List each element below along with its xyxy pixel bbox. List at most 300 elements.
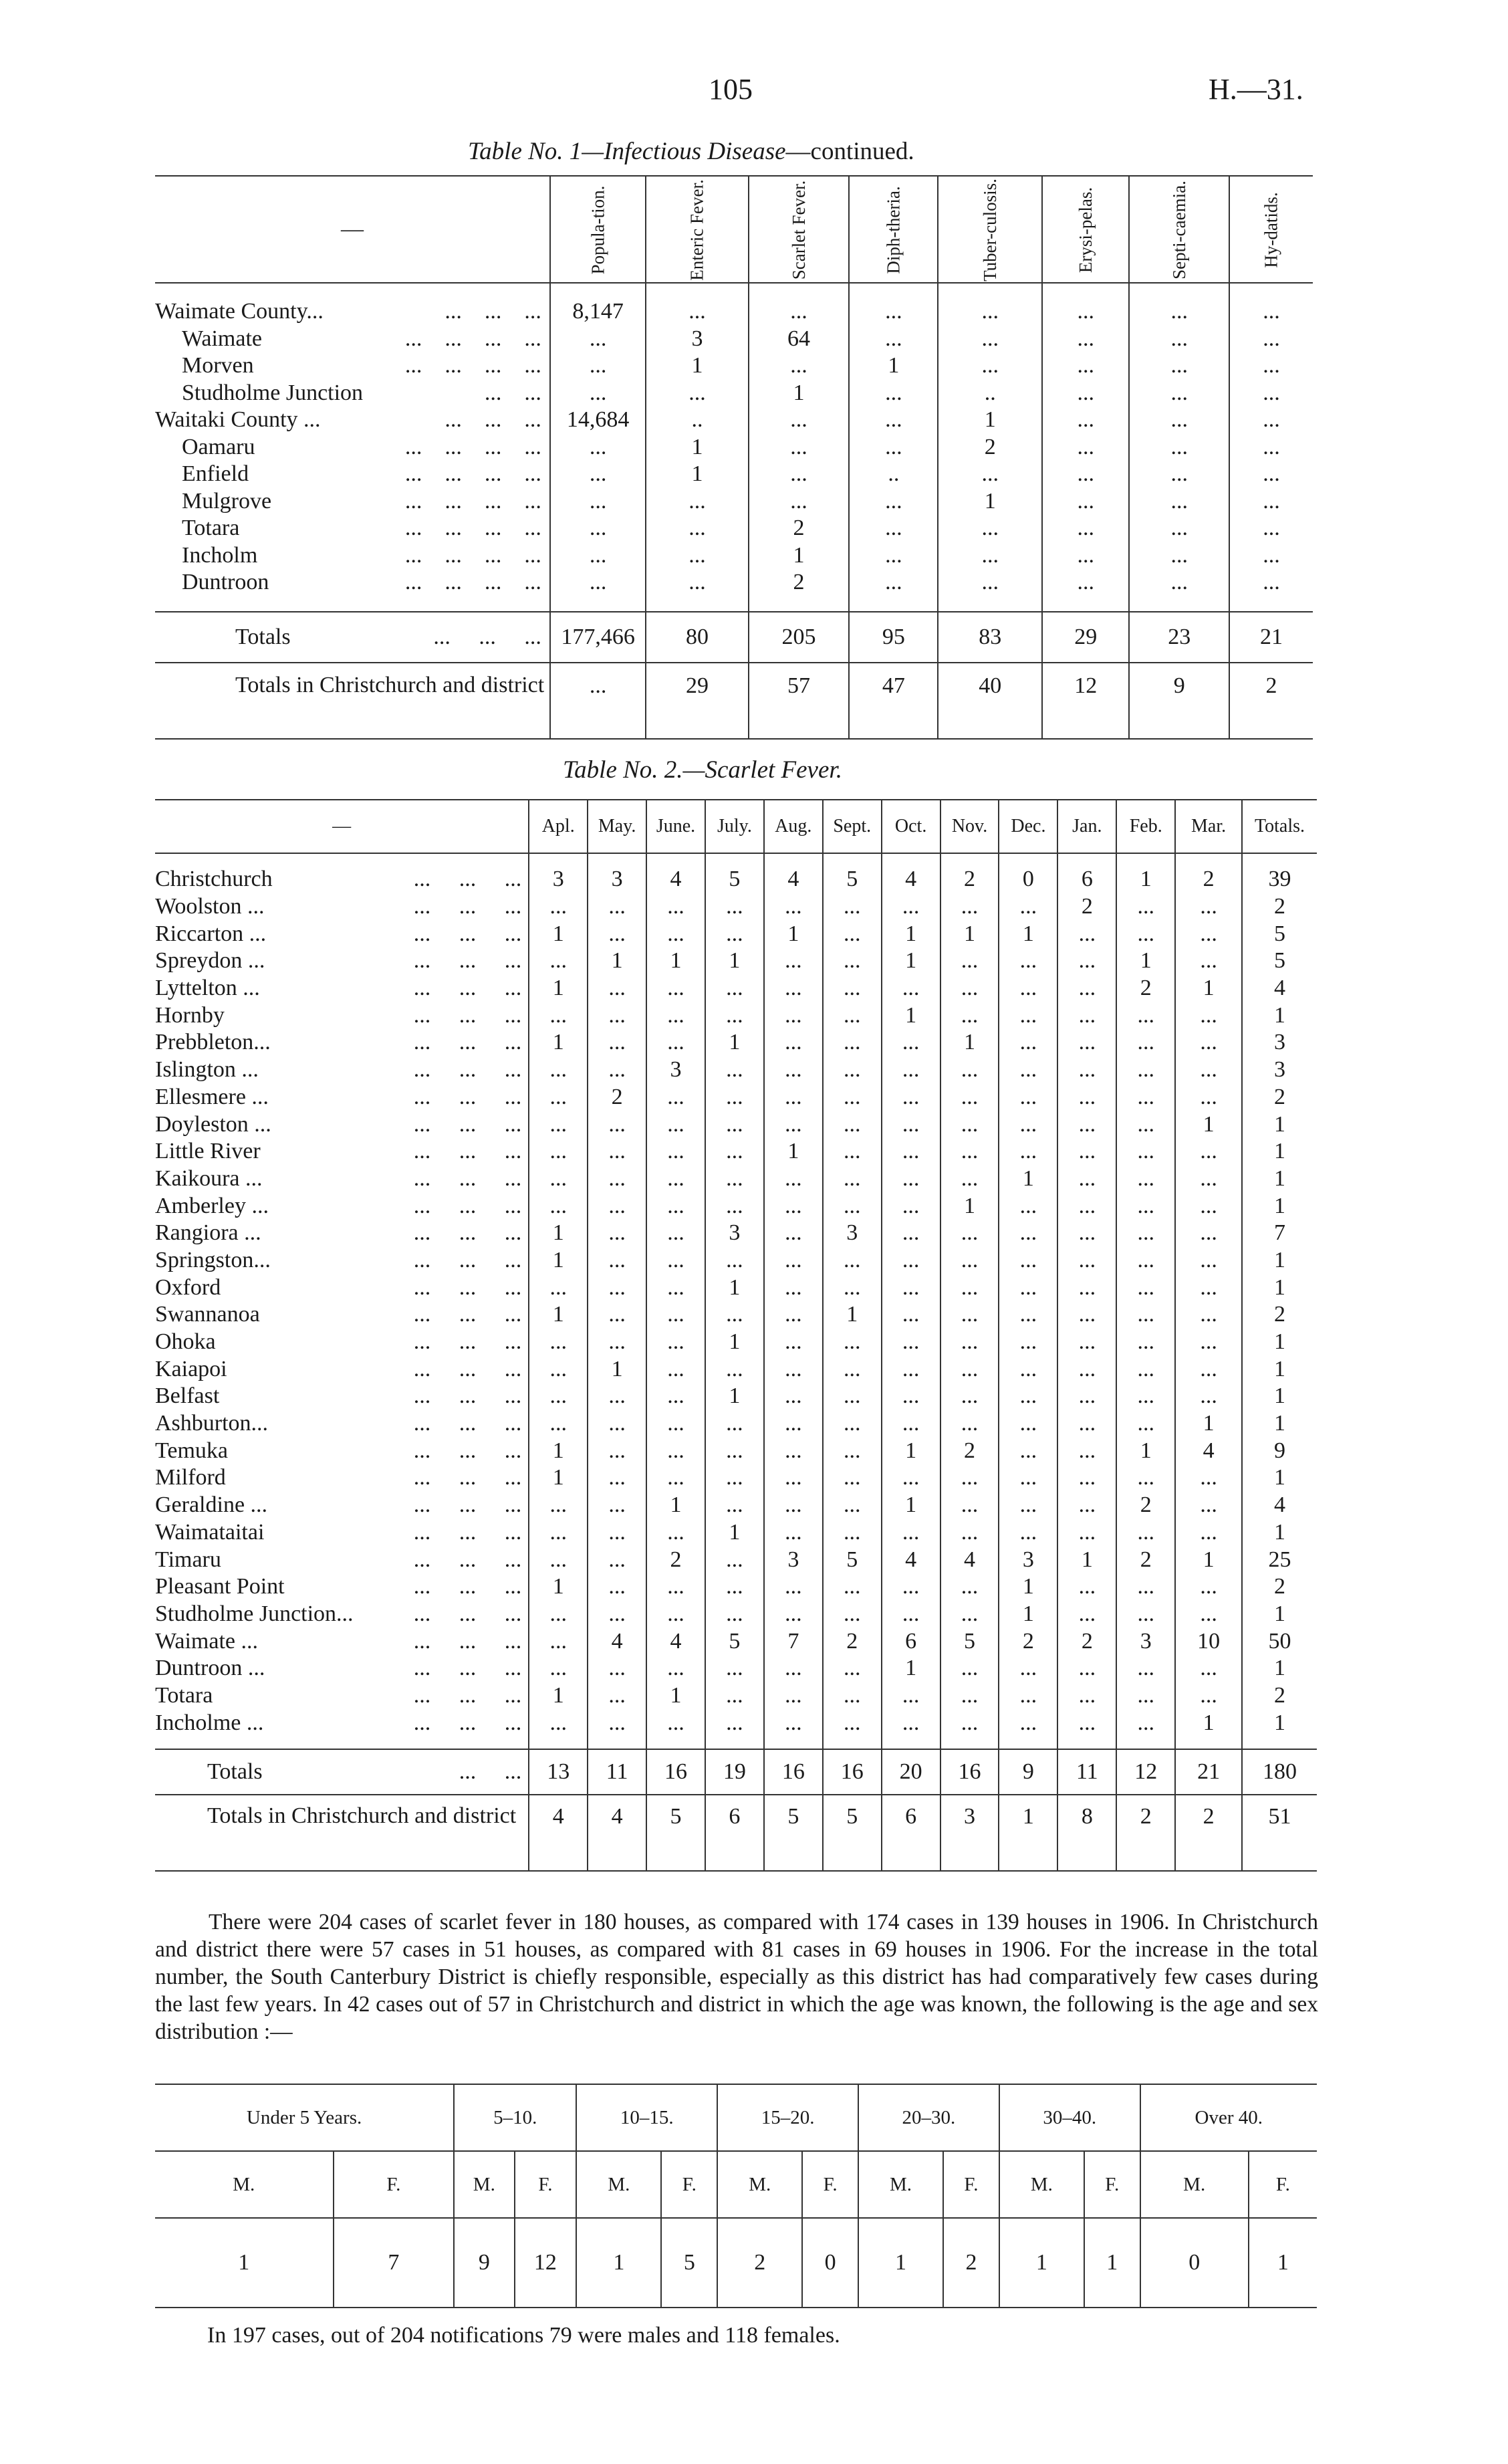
leader-dots: ... ... ... (413, 894, 522, 919)
table2-cell: ... (588, 1301, 646, 1329)
leader-dots: ... ... ... (413, 1682, 522, 1708)
table2-row (155, 1601, 1317, 1628)
table1-cell: ... (849, 298, 938, 326)
leader-dots: ... ... ... (413, 948, 522, 974)
table2-cell: 1 (705, 1329, 764, 1356)
spacer-cell (646, 853, 705, 866)
table1-header-row (155, 176, 1313, 283)
column-label: Popula-tion. (588, 185, 608, 275)
table1-cell: 1 (646, 434, 748, 461)
table2-total-cell: 20 (882, 1749, 940, 1795)
table2-cell: ... (529, 1655, 588, 1682)
table2-cell: 2 (940, 866, 999, 893)
spacer-cell (155, 283, 550, 298)
table1-total-cell: 23 (1129, 612, 1229, 663)
spacer-cell (646, 596, 748, 612)
district-name-cell (155, 434, 550, 461)
table1-cell: ... (1042, 326, 1129, 353)
locality-name-cell (155, 1002, 529, 1029)
table1-cell: ... (1229, 461, 1313, 488)
table1-cell: ... (849, 380, 938, 407)
table2-cell: ... (529, 1601, 588, 1628)
table2-cell: ... (999, 1192, 1057, 1220)
table2-cell: ... (588, 1383, 646, 1410)
column-label: Hy-datids. (1261, 192, 1282, 268)
table1-cell: ... (550, 380, 646, 407)
table1-row (155, 326, 1313, 353)
table2-cell: ... (999, 975, 1057, 1002)
table1-cell: ... (938, 461, 1042, 488)
count-cell: 2 (943, 2218, 999, 2308)
table1-cell: ... (849, 488, 938, 516)
table2-cell: ... (646, 1165, 705, 1193)
table2-cell: ... (1116, 1329, 1175, 1356)
locality-name-cell (155, 1573, 529, 1601)
table2-cell: ... (882, 1301, 940, 1329)
infectious-disease-table (155, 175, 1313, 740)
table2-cell: 7 (1242, 1220, 1317, 1247)
spacer-cell (1042, 596, 1129, 612)
table2-cell: ... (882, 1573, 940, 1601)
spacer-row (155, 596, 1313, 612)
table1-cell: ... (938, 326, 1042, 353)
table2-cell: ... (646, 975, 705, 1002)
district-name: Totara (182, 516, 240, 541)
table2-cell: ... (588, 1655, 646, 1682)
table2-cell: ... (882, 1220, 940, 1247)
spacer-cell (155, 1737, 529, 1749)
table2-cell: 1 (705, 947, 764, 975)
table2-cell: ... (705, 1464, 764, 1492)
table2-cell: 2 (1242, 1573, 1317, 1601)
leader-dots: ... ... ... (413, 921, 522, 946)
table2-cell: ... (882, 1247, 940, 1274)
table1-cell: ... (1129, 569, 1229, 596)
table2-district-total-cell: 5 (646, 1795, 705, 1871)
leader-dots: ... ... ... (413, 1220, 522, 1246)
leader-dots: ... ... ... (413, 1465, 522, 1490)
table1-stub-header: — (155, 176, 550, 283)
table2-cell: ... (705, 975, 764, 1002)
table2-cell: ... (940, 1138, 999, 1165)
district-name: Enfield (182, 461, 249, 487)
district-name: Mulgrove (182, 488, 272, 514)
table2-cell: ... (999, 1383, 1057, 1410)
table2-cell: ... (823, 1355, 882, 1383)
district-name-cell (155, 569, 550, 596)
table2-cell: ... (705, 1709, 764, 1737)
locality-name-cell (155, 1247, 529, 1274)
table2-row (155, 1464, 1317, 1492)
table2-cell: ... (764, 1464, 823, 1492)
table2-cell: ... (588, 1274, 646, 1301)
district-name-cell (155, 326, 550, 353)
table2-cell: 5 (705, 866, 764, 893)
locality-name-cell (155, 1492, 529, 1519)
table2-cell: ... (1175, 1355, 1242, 1383)
table1-cell: ... (1042, 380, 1129, 407)
table2-cell: 1 (999, 1165, 1057, 1193)
table2-total-cell: 19 (705, 1749, 764, 1795)
table2-row (155, 1329, 1317, 1356)
leader-dots: ... ... ... (413, 1601, 522, 1626)
column-label: Tuber-culosis. (980, 179, 1001, 282)
table2-cell: ... (764, 1301, 823, 1329)
locality-name-cell (155, 893, 529, 921)
table2-column-header: Sept. (823, 800, 882, 853)
table2-cell: 1 (1242, 1519, 1317, 1547)
table2-row (155, 1573, 1317, 1601)
leader-dots: ... ... ... ... (404, 326, 541, 351)
locality-name: Totara (155, 1682, 213, 1708)
table2-cell: ... (999, 893, 1057, 921)
table2-cell: 10 (1175, 1628, 1242, 1655)
table1-total-cell: 21 (1229, 612, 1313, 663)
table2-cell: ... (764, 1220, 823, 1247)
locality-name: Islington ... (155, 1057, 259, 1083)
table2-cell: 1 (1242, 1410, 1317, 1438)
table2-cell: ... (1175, 1029, 1242, 1056)
table1-cell: 1 (749, 380, 849, 407)
leader-dots: ... ... ... ... (404, 542, 541, 568)
table2-cell: ... (529, 1383, 588, 1410)
table1-district-total-cell: 12 (1042, 663, 1129, 739)
table2-cell: 1 (1057, 1546, 1116, 1573)
table2-cell: ... (1057, 1247, 1116, 1274)
table2-cell: 1 (646, 1492, 705, 1519)
table2-cell: ... (882, 1056, 940, 1084)
spacer-cell (529, 1737, 588, 1749)
table1-cell: ... (1129, 542, 1229, 570)
table2-cell: 1 (588, 1355, 646, 1383)
table2-cell: ... (1057, 1410, 1116, 1438)
table2-cell: 1 (999, 920, 1057, 947)
table2-cell: ... (1175, 1492, 1242, 1519)
leader-dots: ... ... ... (413, 1438, 522, 1463)
locality-name: Woolston ... (155, 894, 265, 919)
table2-row (155, 1247, 1317, 1274)
table1-cell: ... (1229, 569, 1313, 596)
table2-cell: ... (882, 1029, 940, 1056)
table1-cell: ... (1129, 461, 1229, 488)
table2-cell: 3 (823, 1220, 882, 1247)
table2-cell: ... (823, 1002, 882, 1029)
table2-cell: ... (999, 1682, 1057, 1710)
locality-name-cell (155, 1628, 529, 1655)
table2-cell: ... (705, 1111, 764, 1138)
table2-cell: ... (999, 1355, 1057, 1383)
table1-cell: ... (550, 488, 646, 516)
table1-cell: 2 (749, 515, 849, 542)
table2-cell: ... (1116, 1301, 1175, 1329)
table2-cell: 4 (940, 1546, 999, 1573)
locality-name: Hornby (155, 1002, 225, 1028)
table2-cell: 1 (529, 1573, 588, 1601)
leader-dots: ... ... ... (413, 1547, 522, 1572)
table2-cell: ... (529, 1002, 588, 1029)
table1-column-header (1129, 176, 1229, 283)
table2-cell: ... (646, 1437, 705, 1464)
table2-cell: 4 (646, 1628, 705, 1655)
table2-cell: 1 (940, 920, 999, 947)
table2-cell: ... (823, 1165, 882, 1193)
table2-cell: ... (882, 1084, 940, 1111)
table2-cell: ... (529, 1519, 588, 1547)
table2-cell: ... (999, 1138, 1057, 1165)
count-cell: 7 (334, 2218, 455, 2308)
table2-cell: 1 (705, 1029, 764, 1056)
table1-row (155, 380, 1313, 407)
table1-cell: ... (1042, 542, 1129, 570)
sex-label: F. (661, 2151, 717, 2218)
table2-cell: 1 (529, 1247, 588, 1274)
table2-cell: ... (1116, 1084, 1175, 1111)
table2-cell: ... (764, 947, 823, 975)
table2-cell: ... (999, 947, 1057, 975)
table2-cell: ... (823, 1601, 882, 1628)
table2-cell: ... (705, 1573, 764, 1601)
locality-name: Swannanoa (155, 1302, 260, 1327)
district-name: Waitaki County ... (155, 407, 321, 433)
count-cell: 0 (1140, 2218, 1249, 2308)
leader-dots: ... ... ... (433, 624, 541, 649)
table2-cell: ... (588, 1519, 646, 1547)
table2-cell: 1 (882, 1655, 940, 1682)
table2-row (155, 1355, 1317, 1383)
age-group-header: Over 40. (1140, 2084, 1317, 2151)
totals-label-cell (155, 1749, 529, 1795)
table2-cell: ... (764, 1029, 823, 1056)
table1-cell: ... (1042, 515, 1129, 542)
locality-name-cell (155, 1084, 529, 1111)
table2-cell: ... (999, 1084, 1057, 1111)
locality-name: Ashburton... (155, 1411, 269, 1436)
table2-cell: 1 (529, 1464, 588, 1492)
table2-row (155, 1111, 1317, 1138)
age-group-header: 15–20. (717, 2084, 858, 2151)
table1-cell: ... (1229, 407, 1313, 434)
table2-cell: 6 (882, 1628, 940, 1655)
leader-dots: ... ... ... ... (404, 353, 541, 378)
table2-cell: ... (1175, 1192, 1242, 1220)
scarlet-fever-table (155, 799, 1317, 1872)
locality-name: Ohoka (155, 1329, 216, 1355)
table2-cell: ... (588, 1682, 646, 1710)
spacer-cell (1242, 853, 1317, 866)
table2-cell: ... (823, 1655, 882, 1682)
count-cell: 1 (1249, 2218, 1317, 2308)
table1-cell: ... (550, 352, 646, 380)
table2-cell: 1 (1242, 1165, 1317, 1193)
table2-cell: 4 (1175, 1437, 1242, 1464)
table2-cell: 1 (882, 947, 940, 975)
table2-cell: 4 (588, 1628, 646, 1655)
table2-cell: ... (705, 1546, 764, 1573)
table2-cell: ... (764, 1655, 823, 1682)
locality-name: Waimataitai (155, 1519, 265, 1545)
sex-label: F. (802, 2151, 858, 2218)
table2-cell: ... (823, 975, 882, 1002)
locality-name: Oxford (155, 1274, 221, 1300)
table2-cell: 3 (588, 866, 646, 893)
table2-cell: 7 (764, 1628, 823, 1655)
table2-cell: ... (646, 1464, 705, 1492)
table1-cell: ... (550, 569, 646, 596)
table2-cell: ... (999, 1002, 1057, 1029)
table2-cell: ... (1175, 1682, 1242, 1710)
table2-total-cell: 16 (646, 1749, 705, 1795)
table2-cell: 1 (882, 920, 940, 947)
table2-cell: 5 (823, 866, 882, 893)
table2-cell: ... (1057, 1437, 1116, 1464)
totals-label: Totals (235, 624, 291, 649)
totals-label: Totals (207, 1759, 263, 1784)
table2-cell: 2 (1242, 1084, 1317, 1111)
table2-cell: ... (529, 893, 588, 921)
age-group-header: Under 5 Years. (155, 2084, 454, 2151)
table2-cell: 1 (1116, 866, 1175, 893)
table2-district-total-cell: 4 (588, 1795, 646, 1871)
table1-cell: ... (550, 461, 646, 488)
table2-cell: ... (529, 1138, 588, 1165)
district-name: Oamaru (182, 434, 255, 459)
table2-cell: ... (529, 1709, 588, 1737)
table1-cell: 1 (938, 488, 1042, 516)
sex-label: F. (943, 2151, 999, 2218)
table2-cell: 3 (529, 866, 588, 893)
table2-row (155, 947, 1317, 975)
table2-cell: ... (705, 1355, 764, 1383)
locality-name-cell (155, 1655, 529, 1682)
leader-dots: ... ... ... (413, 1492, 522, 1518)
leader-dots: ... ... ... ... (404, 461, 541, 487)
spacer-cell (882, 1737, 940, 1749)
district-name-cell (155, 542, 550, 570)
table1-cell: ... (849, 434, 938, 461)
table2-cell: ... (764, 1492, 823, 1519)
spacer-cell (155, 853, 529, 866)
table2-cell: ... (764, 975, 823, 1002)
sex-label: M. (1140, 2151, 1249, 2218)
table2-cell: ... (764, 1056, 823, 1084)
table2-district-totals-row (155, 1795, 1317, 1871)
table1-cell: ... (1042, 407, 1129, 434)
spacer-cell (749, 283, 849, 298)
table2-cell: ... (940, 1519, 999, 1547)
table2-total-cell: 9 (999, 1749, 1057, 1795)
table1-cell: ... (1229, 326, 1313, 353)
table2-cell: ... (1175, 1601, 1242, 1628)
table2-cell: ... (999, 1301, 1057, 1329)
table2-cell: 50 (1242, 1628, 1317, 1655)
table2-caption: Table No. 2.—Scarlet Fever. (563, 756, 842, 784)
table2-cell: ... (529, 1274, 588, 1301)
district-name: Waimate County... (155, 299, 324, 324)
locality-name-cell (155, 975, 529, 1002)
leader-dots: ... ... ... (413, 1628, 522, 1654)
table2-cell: ... (588, 1573, 646, 1601)
table1-cell: ... (749, 434, 849, 461)
leader-dots: ... ... ... (413, 1302, 522, 1327)
table2-cell: ... (1057, 1111, 1116, 1138)
table1-cell: ... (1129, 298, 1229, 326)
table2-cell: ... (1057, 1519, 1116, 1547)
table2-cell: ... (940, 893, 999, 921)
table1-cell: ... (938, 352, 1042, 380)
district-name: Incholm (182, 542, 258, 568)
table2-cell: ... (588, 1546, 646, 1573)
table2-cell: 4 (1242, 975, 1317, 1002)
table2-cell: ... (1116, 1247, 1175, 1274)
locality-name-cell (155, 1682, 529, 1710)
table2-cell: ... (588, 1192, 646, 1220)
table2-cell: ... (764, 1002, 823, 1029)
table1-cell: ... (646, 298, 748, 326)
table1-cell: ... (1229, 380, 1313, 407)
table1-row (155, 407, 1313, 434)
table2-district-total-cell: 2 (1116, 1795, 1175, 1871)
spacer-cell (882, 853, 940, 866)
table1-cell: ... (1229, 515, 1313, 542)
table2-total-cell: 16 (823, 1749, 882, 1795)
table1-totals-row (155, 612, 1313, 663)
table2-cell: ... (1175, 1383, 1242, 1410)
spacer-row (155, 283, 1313, 298)
table2-cell: ... (1116, 1519, 1175, 1547)
table2-district-total-cell: 4 (529, 1795, 588, 1871)
spacer-cell (938, 283, 1042, 298)
spacer-cell (1042, 283, 1129, 298)
table2-cell: 1 (1242, 1247, 1317, 1274)
table2-column-header: Aug. (764, 800, 823, 853)
table2-cell: ... (940, 1655, 999, 1682)
table2-cell: ... (1175, 1274, 1242, 1301)
table2-cell: 1 (646, 1682, 705, 1710)
table2-cell: 2 (646, 1546, 705, 1573)
table2-cell: ... (588, 1437, 646, 1464)
table1-cell: ... (550, 542, 646, 570)
table2-cell: ... (940, 1410, 999, 1438)
table2-cell: ... (646, 1601, 705, 1628)
table1-cell: 1 (749, 542, 849, 570)
spacer-cell (764, 1737, 823, 1749)
table2-cell: ... (882, 893, 940, 921)
count-row (155, 2218, 1317, 2308)
leader-dots: ... ... ... ... (404, 488, 541, 514)
table1-cell: ... (1042, 352, 1129, 380)
locality-name: Pleasant Point (155, 1574, 285, 1599)
table1-cell: ... (749, 461, 849, 488)
table2-cell: ... (882, 975, 940, 1002)
table2-cell: 5 (940, 1628, 999, 1655)
table1-cell: ... (1042, 434, 1129, 461)
table2-cell: ... (529, 1329, 588, 1356)
table2-row (155, 1002, 1317, 1029)
table2-cell: ... (999, 1056, 1057, 1084)
table2-cell: ... (940, 1573, 999, 1601)
table1-cell: ... (1042, 461, 1129, 488)
locality-name: Lyttelton ... (155, 976, 260, 1001)
sex-label: F. (515, 2151, 577, 2218)
table2-cell: ... (705, 920, 764, 947)
table2-cell: 3 (705, 1220, 764, 1247)
table2-cell: ... (705, 1192, 764, 1220)
table1-row (155, 434, 1313, 461)
table2-cell: ... (764, 1084, 823, 1111)
table2-cell: 1 (529, 1220, 588, 1247)
table2-cell: 1 (705, 1519, 764, 1547)
table1-cell: ... (1042, 488, 1129, 516)
